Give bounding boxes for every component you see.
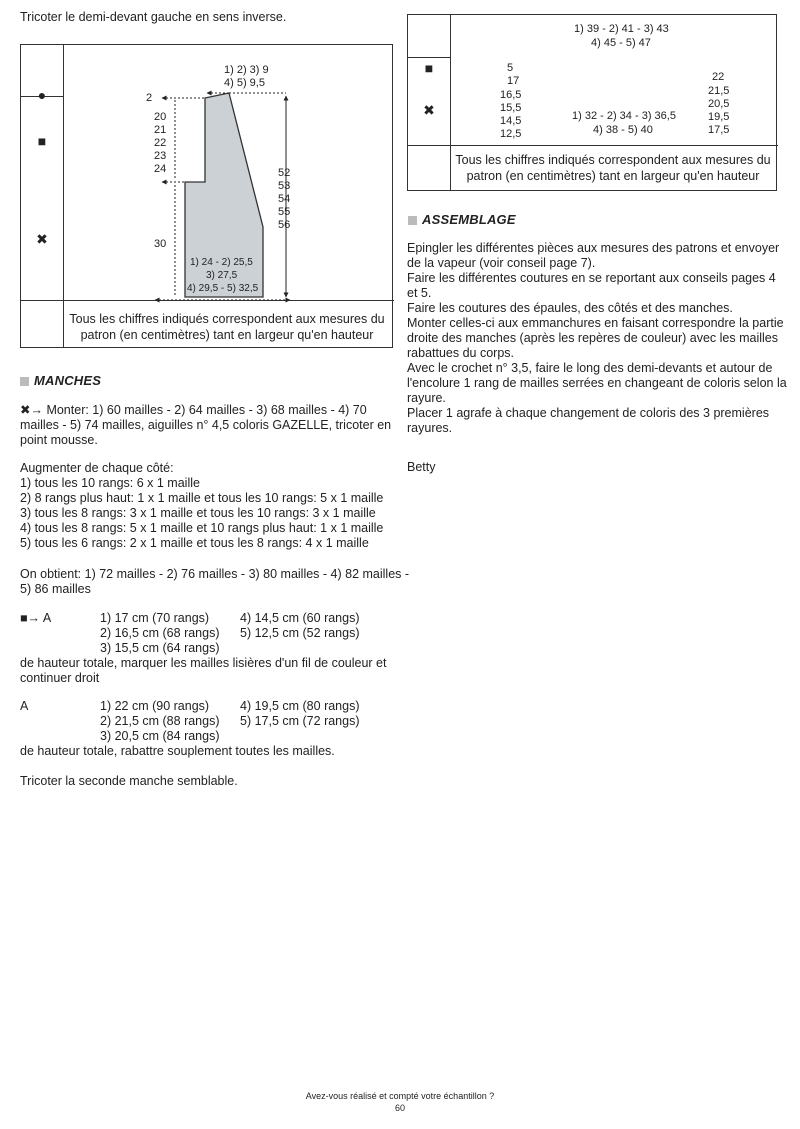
page-number: 60 <box>394 1103 405 1113</box>
height-option: 2) 21,5 cm (88 rangs) <box>100 714 220 728</box>
right-bottom-label-2: 4) 38 - 5) 40 <box>593 124 653 136</box>
left-top-label-2: 4) 5) 9,5 <box>224 77 265 89</box>
manches-heading: MANCHES <box>20 373 101 388</box>
sleeve-left-number: 15,5 <box>500 102 522 114</box>
height-option: 4) 19,5 cm (80 rangs) <box>240 699 360 713</box>
a-label: A <box>20 699 29 713</box>
height-option: 5) 17,5 cm (72 rangs) <box>240 714 360 728</box>
augmenter-line: 4) tous les 8 rangs: 5 x 1 maille et 10 rangs plus haut: 1 x 1 maille <box>20 521 384 535</box>
augmenter-line: 2) 8 rangs plus haut: 1 x 1 maille et tous les 10 rangs: 5 x 1 maille <box>20 491 384 505</box>
left-bottom-label-3: 4) 29,5 - 5) 32,5 <box>187 283 259 294</box>
height-option: 5) 12,5 cm (52 rangs) <box>240 626 360 640</box>
armhole-number: 22 <box>154 137 167 149</box>
sleeve-right-number: 19,5 <box>708 111 730 123</box>
right-caption: Tous les chiffres indiqués correspondent aux mesures du patron (en centimètres) tant en largeur qu'en hauteur <box>455 153 771 183</box>
monter-line-1: ✖→ Monter: 1) 60 mailles - 2) 64 mailles - 3) 68 mailles - 4) 70 <box>20 403 367 417</box>
obtient-line-1: On obtient: 1) 72 mailles - 2) 76 mailles - 3) 80 mailles - 4) 82 mailles - <box>20 567 410 581</box>
armhole-number: 23 <box>154 150 167 162</box>
augmenter-line: 3) tous les 8 rangs: 3 x 1 maille et tous les 10 rangs: 3 x 1 maille <box>20 506 376 520</box>
length-number: 55 <box>278 206 291 218</box>
right-bottom-label-1: 1) 32 - 2) 34 - 3) 36,5 <box>572 110 676 122</box>
left-bottom-label-2: 3) 27,5 <box>206 270 238 281</box>
obtient-line-2: 5) 86 mailles <box>20 582 91 596</box>
left-shoulder-label: 2 <box>146 92 153 104</box>
height-option: 1) 22 cm (90 rangs) <box>100 699 210 713</box>
square-marker-icon: ■ <box>424 60 434 76</box>
sleeve-left-number: 14,5 <box>500 115 522 127</box>
monter-line-2: mailles - 5) 74 mailles, aiguilles n° 4,5 coloris GAZELLE, tricoter en <box>20 418 392 432</box>
length-number: 52 <box>278 167 291 179</box>
sleeve-right-number: 20,5 <box>708 98 730 110</box>
sleeve-left-number: 16,5 <box>500 89 522 101</box>
cross-marker-icon: ✖ <box>36 231 48 247</box>
circle-marker-icon: ● <box>37 87 47 103</box>
sleeve-left-number: 5 <box>507 62 514 74</box>
left-bottom-label-1: 1) 24 - 2) 25,5 <box>190 257 253 268</box>
sleeve-left-number: 17 <box>507 75 520 87</box>
lower-number: 30 <box>154 238 167 250</box>
augmenter-title: Augmenter de chaque côté: <box>20 461 174 475</box>
assemblage-text: Epingler les différentes pièces aux mesures des patrons et envoyer de la vapeur (voir conseil page 7). Faire les différentes coutures en se reportant aux conseils pages 4 et 5. Faire les coutures des épaules, des côtés et des manches. Monter celles-ci aux emmanchures en faisant correspondre la partie droite des manches (après les repères de couleur) avec les mailles rabattues du corps. Avec le crochet n° 3,5, faire le long des demi-devants et autour de l'encolure 1 rang de mailles serrées en changeant de coloris selon la rayure. Placer 1 agrafe à chaque changement de coloris des 3 premières rayures. <box>407 241 787 435</box>
intro-text: Tricoter le demi-devant gauche en sens inverse. <box>20 10 287 24</box>
assemblage-heading: ASSEMBLAGE <box>408 212 516 227</box>
sleeve-right-number: 21,5 <box>708 85 730 97</box>
a-after: de hauteur totale, rabattre souplement toutes les mailles. <box>20 744 335 758</box>
height-option: 1) 17 cm (70 rangs) <box>100 611 210 625</box>
footer-question: Avez-vous réalisé et compté votre échantillon ? <box>305 1091 495 1101</box>
cross-marker-icon: ✖ <box>423 102 435 118</box>
length-number: 56 <box>278 219 291 231</box>
right-top-label-1: 1) 39 - 2) 41 - 3) 43 <box>574 23 669 35</box>
square-a-after-2: continuer droit <box>20 671 100 685</box>
left-top-label-1: 1) 2) 3) 9 <box>224 64 269 76</box>
square-marker-icon: ■ <box>37 133 47 149</box>
second-sleeve-text: Tricoter la seconde manche semblable. <box>20 774 238 788</box>
sleeve-right-number: 17,5 <box>708 124 730 136</box>
section-square-icon <box>20 377 29 386</box>
height-option: 3) 20,5 cm (84 rangs) <box>100 729 220 743</box>
square-a-label: ■→ A <box>20 611 52 625</box>
height-option: 4) 14,5 cm (60 rangs) <box>240 611 360 625</box>
sleeve-right-number: 22 <box>712 71 725 83</box>
armhole-number: 24 <box>154 163 167 175</box>
right-top-label-2: 4) 45 - 5) 47 <box>591 37 651 49</box>
armhole-number: 20 <box>154 111 167 123</box>
augmenter-line: 1) tous les 10 rangs: 6 x 1 maille <box>20 476 200 490</box>
length-number: 54 <box>278 193 291 205</box>
left-caption: Tous les chiffres indiqués correspondent aux mesures du patron (en centimètres) tant en largeur qu'en hauteur <box>69 312 385 342</box>
signature: Betty <box>407 460 436 474</box>
length-number: 53 <box>278 180 291 192</box>
height-option: 3) 15,5 cm (64 rangs) <box>100 641 220 655</box>
augmenter-line: 5) tous les 6 rangs: 2 x 1 maille et tous les 8 rangs: 4 x 1 maille <box>20 536 369 550</box>
height-option: 2) 16,5 cm (68 rangs) <box>100 626 220 640</box>
monter-line-3: point mousse. <box>20 433 98 447</box>
armhole-number: 21 <box>154 124 167 136</box>
square-a-after-1: de hauteur totale, marquer les mailles lisières d'un fil de couleur et <box>20 656 387 670</box>
sleeve-left-number: 12,5 <box>500 128 522 140</box>
section-square-icon <box>408 216 417 225</box>
